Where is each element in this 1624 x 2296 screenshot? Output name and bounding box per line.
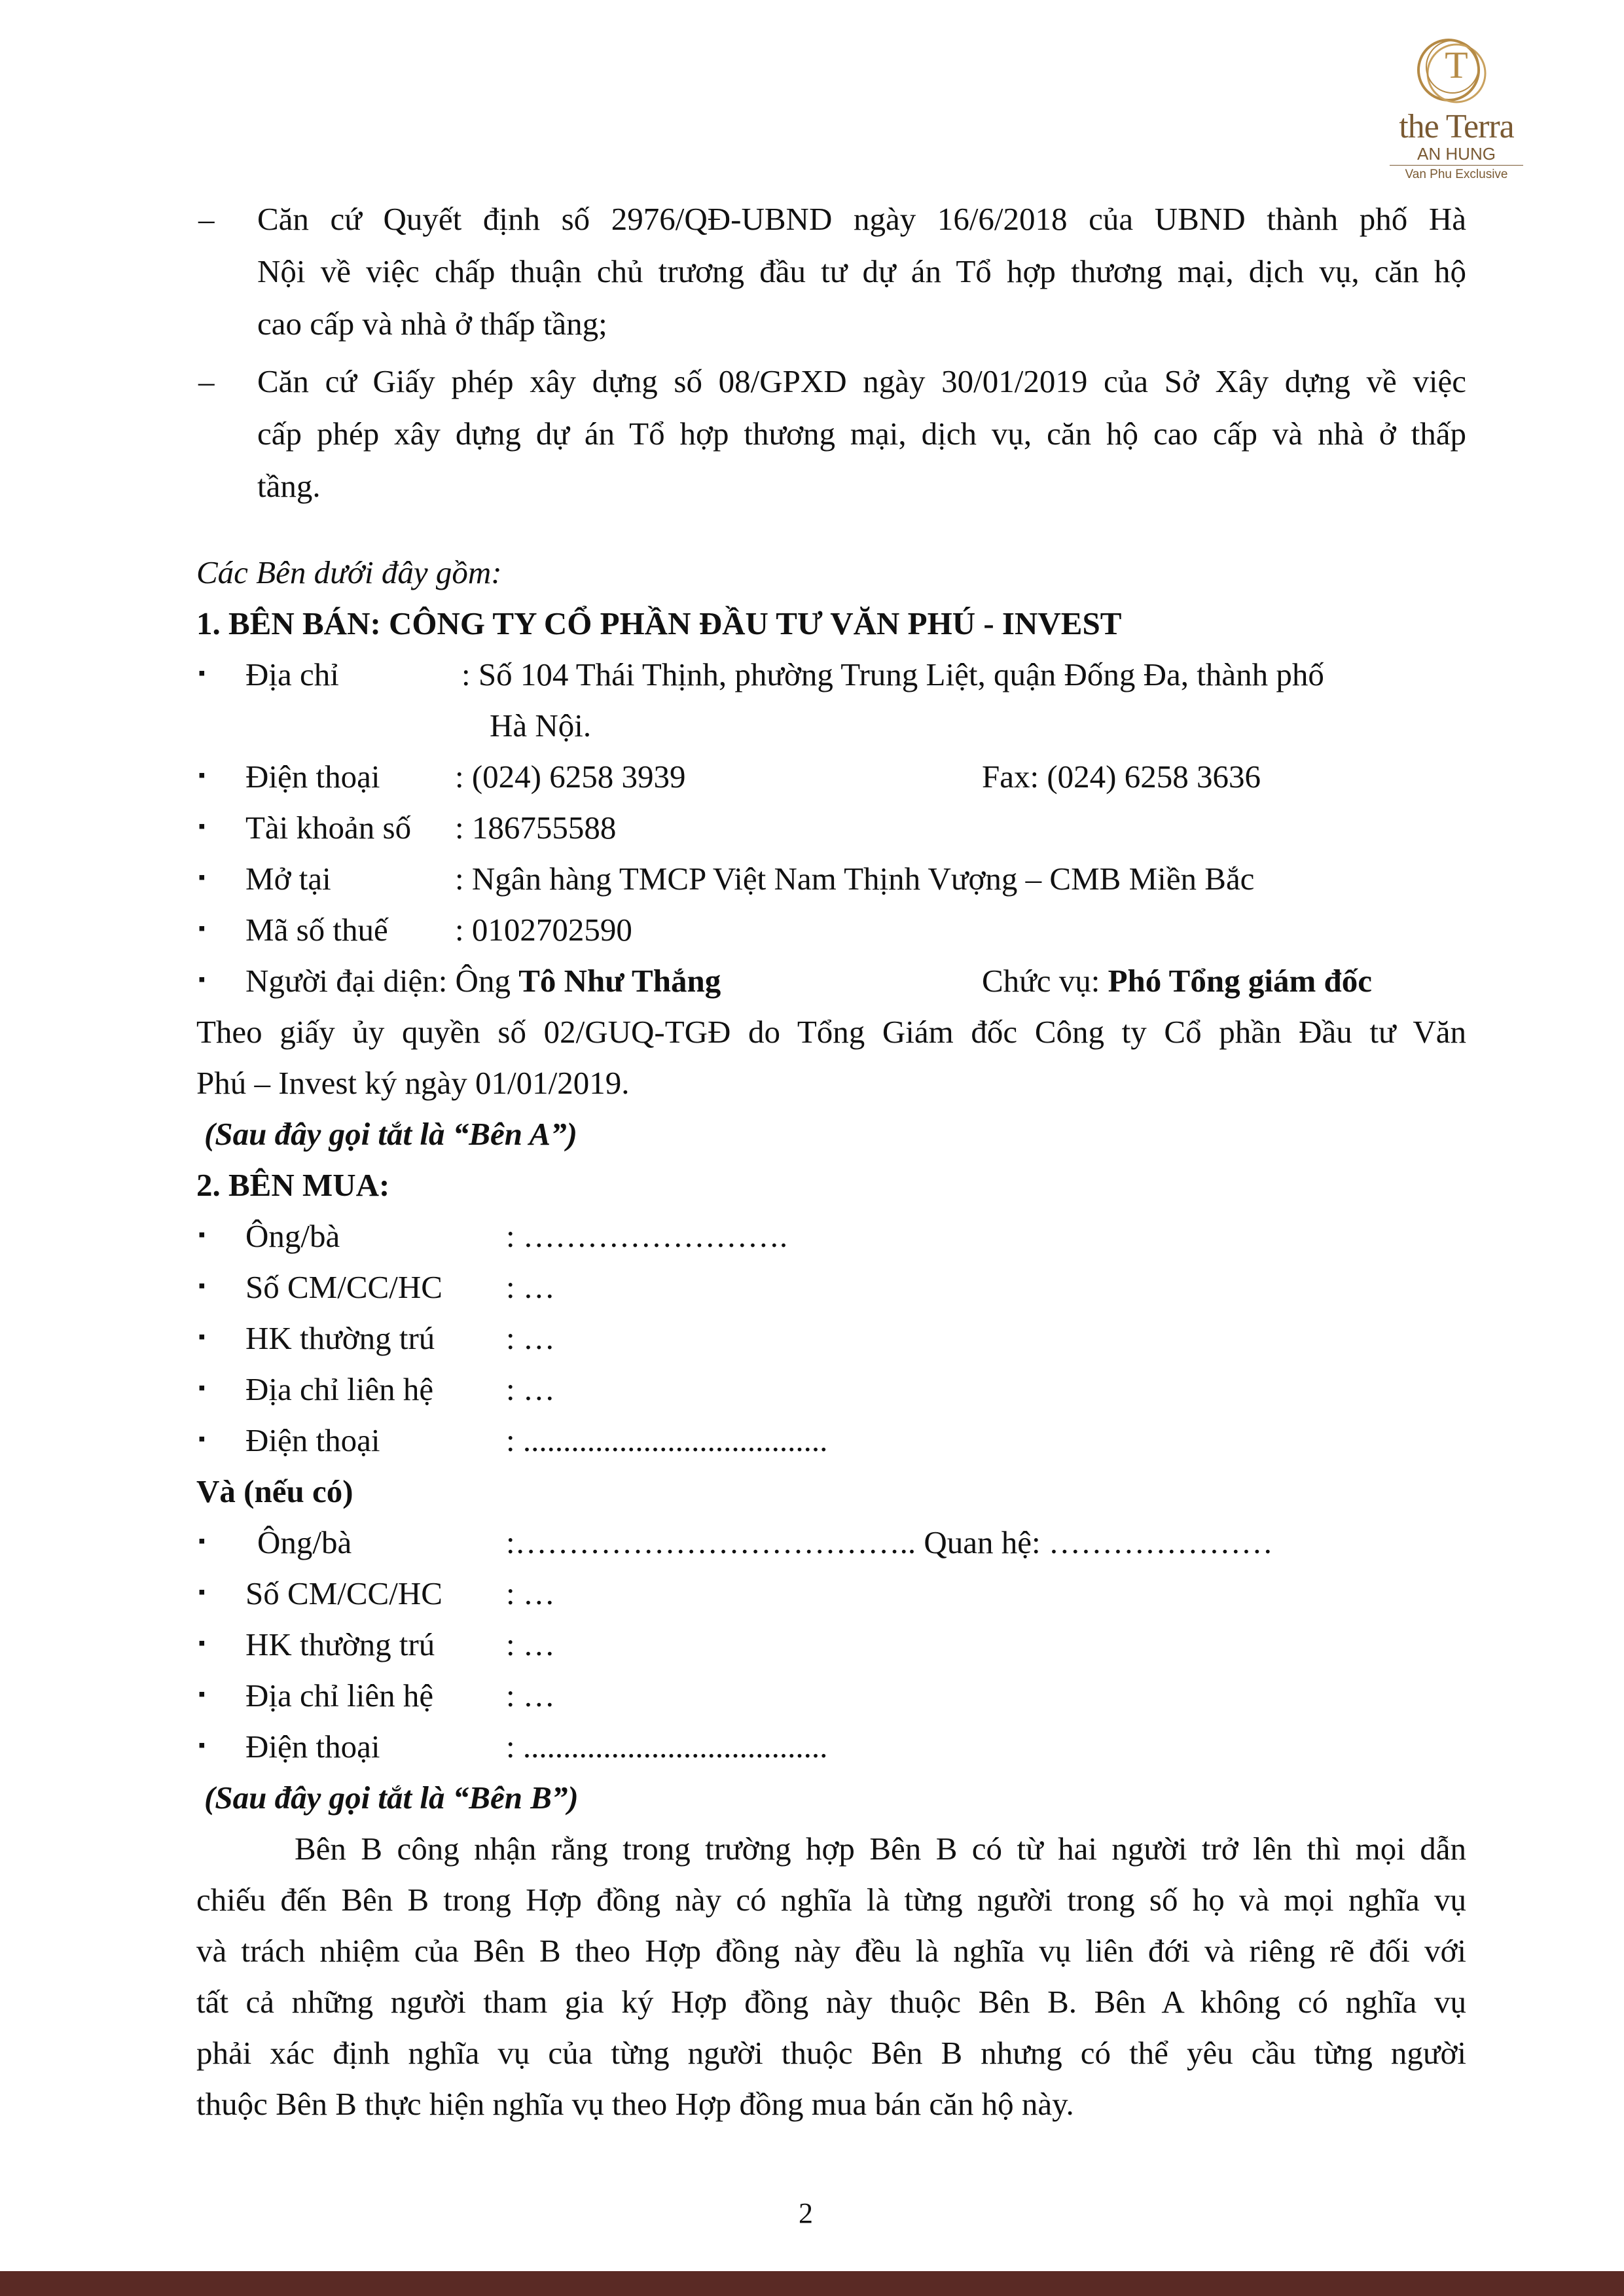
seller-position-label: Chức vụ: — [982, 963, 1108, 999]
buyer2-field-value: :……………………………….. Quan hệ: ………………… — [506, 1524, 1273, 1560]
buyer-field-label: Số CM/CC/HC — [245, 1269, 442, 1305]
buyer-heading: 2. BÊN MUA: — [196, 1167, 390, 1203]
seller-account-label: Tài khoản số — [245, 810, 412, 846]
authorization-line-2: Phú – Invest ký ngày 01/01/2019. — [196, 1065, 630, 1101]
bullet: ▪ — [198, 1683, 206, 1705]
bullet: ▪ — [198, 1632, 206, 1654]
bullet: ▪ — [198, 1326, 206, 1348]
buyer-field-value: : ...................................... — [506, 1422, 828, 1458]
buyer-field-label: Ông/bà — [245, 1218, 340, 1254]
buyer-field-value: : … — [506, 1320, 555, 1356]
seller-bank-label: Mở tại — [245, 861, 331, 897]
bullet: ▪ — [198, 918, 206, 939]
bullet: ▪ — [198, 1428, 206, 1450]
bullet: ▪ — [198, 816, 206, 837]
page-number: 2 — [799, 2197, 813, 2229]
bullet: ▪ — [198, 1734, 206, 1756]
closing-line-1: Bên B công nhận rằng trong trường hợp Bên B có từ hai người trở lên thì mọi dẫn — [295, 1831, 1466, 1867]
buyer-field-label: Điện thoại — [245, 1422, 380, 1458]
bullet: ▪ — [198, 1275, 206, 1297]
basis-1-line-3: cao cấp và nhà ở thấp tầng; — [257, 306, 607, 342]
bullet: ▪ — [198, 1377, 206, 1399]
seller-tax-value: : 0102702590 — [455, 912, 632, 948]
bullet: ▪ — [198, 1224, 206, 1246]
bullet: ▪ — [198, 969, 206, 990]
buyer2-field-value: : ...................................... — [506, 1729, 828, 1765]
seller-heading: 1. BÊN BÁN: CÔNG TY CỔ PHẦN ĐẦU TƯ VĂN PHÚ - INVEST — [196, 605, 1122, 641]
seller-phone-label: Điện thoại — [245, 759, 380, 795]
basis-dash-1: – — [198, 201, 215, 237]
logo-tagline: Van Phu Exclusive — [1405, 168, 1508, 181]
basis-2-line-3: tầng. — [257, 468, 321, 504]
buyer2-field-value: : … — [506, 1626, 555, 1662]
logo-emblem-letter: T — [1445, 44, 1468, 86]
seller-position-value: Phó Tổng giám đốc — [1108, 963, 1373, 999]
basis-dash-2: – — [198, 363, 215, 399]
terra-logo — [1371, 34, 1542, 191]
buyer-alias: (Sau đây gọi tắt là “Bên B”) — [204, 1780, 579, 1816]
buyer2-field-value: : … — [506, 1677, 555, 1713]
bullet: ▪ — [198, 662, 206, 684]
buyer-field-value: : ……………………. — [506, 1218, 788, 1254]
seller-fax: Fax: (024) 6258 3636 — [982, 759, 1261, 795]
basis-2-line-2: cấp phép xây dựng dự án Tổ hợp thương mại, dịch vụ, căn hộ cao cấp và nhà ở thấp — [257, 416, 1466, 452]
closing-line-2: chiếu đến Bên B trong Hợp đồng này có nghĩa là từng người trong số họ và mọi nghĩa vụ — [196, 1882, 1466, 1918]
seller-phone-value: : (024) 6258 3939 — [455, 759, 686, 795]
buyer2-field-label: HK thường trú — [245, 1626, 435, 1662]
bullet: ▪ — [198, 1530, 206, 1552]
bullet: ▪ — [198, 867, 206, 888]
buyer2-field-value: : … — [506, 1575, 555, 1611]
basis-1-line-2: Nội về việc chấp thuận chủ trương đầu tư dự án Tổ hợp thương mại, dịch vụ, căn hộ — [257, 253, 1466, 289]
buyer2-field-label: Địa chỉ liên hệ — [245, 1677, 434, 1713]
logo-brand: the Terra — [1399, 108, 1514, 145]
buyer2-field-label: Ông/bà — [257, 1524, 352, 1560]
closing-line-6: thuộc Bên B thực hiện nghĩa vụ theo Hợp đồng mua bán căn hộ này. — [196, 2086, 1074, 2122]
bullet: ▪ — [198, 1581, 206, 1603]
seller-rep-label: Người đại diện: Ông — [245, 963, 519, 999]
seller-rep-name: Tô Như Thắng — [518, 963, 721, 999]
seller-bank-value: : Ngân hàng TMCP Việt Nam Thịnh Vượng – CMB Miền Bắc — [455, 861, 1255, 897]
logo-sub: AN HUNG — [1417, 144, 1496, 164]
seller-representative — [245, 962, 721, 999]
buyer2-field-label: Điện thoại — [245, 1729, 380, 1765]
authorization-line-1: Theo giấy ủy quyền số 02/GUQ-TGĐ do Tổng Giám đốc Công ty Cổ phần Đầu tư Văn — [196, 1014, 1466, 1050]
seller-address-value: : Số 104 Thái Thịnh, phường Trung Liệt, quận Đống Đa, thành phố — [461, 656, 1324, 692]
seller-tax-label: Mã số thuế — [245, 912, 388, 948]
seller-address-label: Địa chỉ — [245, 656, 339, 692]
buyer-field-value: : … — [506, 1269, 555, 1305]
seller-position — [982, 962, 1372, 999]
seller-account-value: : 186755588 — [455, 810, 617, 846]
closing-line-5: phải xác định nghĩa vụ của từng người thuộc Bên B nhưng có thể yêu cầu từng người — [196, 2035, 1466, 2071]
parties-intro: Các Bên dưới đây gồm: — [196, 554, 502, 590]
footer-bar — [0, 2271, 1624, 2296]
seller-address-value-2: Hà Nội. — [490, 708, 592, 744]
closing-line-3: và trách nhiệm của Bên B theo Hợp đồng này đều là nghĩa vụ liên đới và riêng rẽ đối với — [196, 1933, 1466, 1969]
and-if-any: Và (nếu có) — [196, 1473, 353, 1509]
closing-line-4: tất cả những người tham gia ký Hợp đồng này thuộc Bên B. Bên A không có nghĩa vụ — [196, 1984, 1466, 2020]
seller-alias: (Sau đây gọi tắt là “Bên A”) — [204, 1116, 577, 1152]
basis-1-line-1: Căn cứ Quyết định số 2976/QĐ-UBND ngày 16/6/2018 của UBND thành phố Hà — [257, 201, 1466, 237]
buyer2-field-label: Số CM/CC/HC — [245, 1575, 442, 1611]
buyer-field-value: : … — [506, 1371, 555, 1407]
bullet: ▪ — [198, 764, 206, 786]
buyer-field-label: Địa chỉ liên hệ — [245, 1371, 434, 1407]
buyer-field-label: HK thường trú — [245, 1320, 435, 1356]
basis-2-line-1: Căn cứ Giấy phép xây dựng số 08/GPXD ngày 30/01/2019 của Sở Xây dựng về việc — [257, 363, 1466, 399]
